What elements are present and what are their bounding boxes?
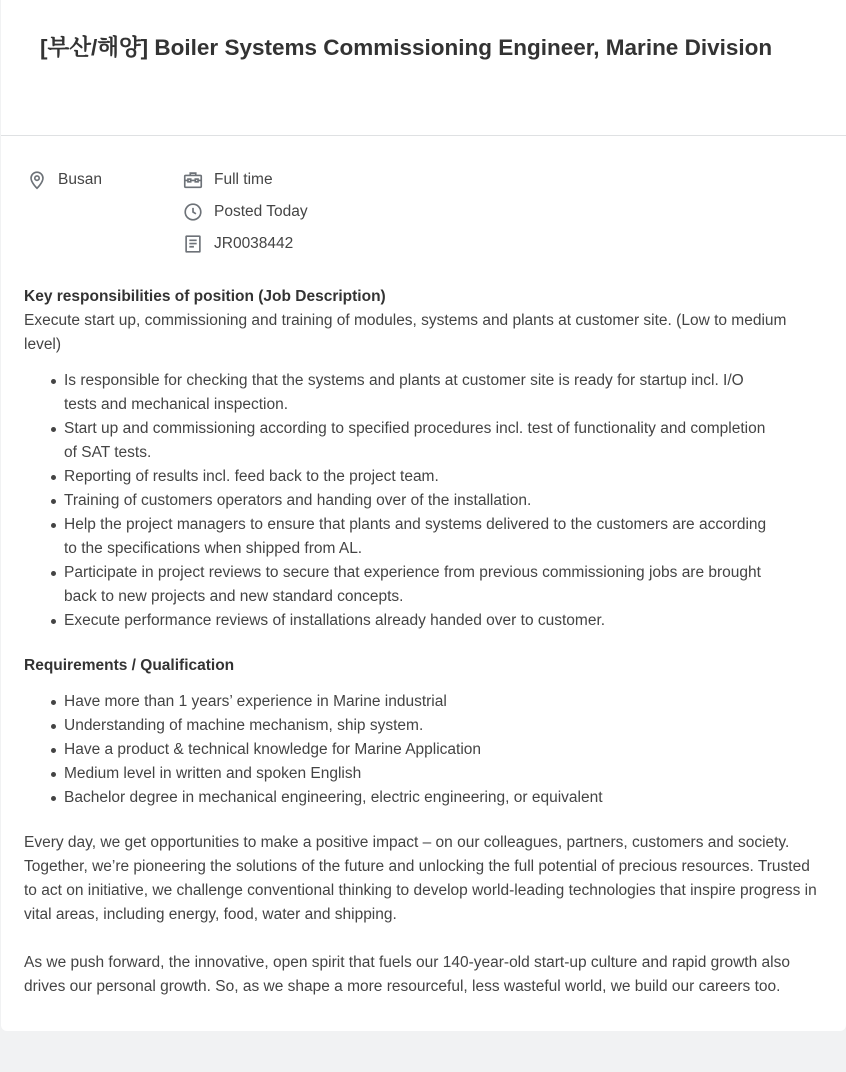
- list-item: Have more than 1 years’ experience in Marine industrial: [24, 690, 824, 714]
- job-location: [26, 168, 102, 192]
- responsibilities-list: [24, 369, 824, 633]
- job-requisition-id: [182, 232, 293, 256]
- job-meta: [1, 136, 846, 286]
- list-item: Start up and commissioning according to specified procedures incl. test of functionality and completion of SAT tests.: [24, 417, 824, 465]
- job-posted-text: Posted Today: [214, 203, 308, 220]
- list-item: Bachelor degree in mechanical engineering, electric engineering, or equivalent: [24, 786, 824, 810]
- company-paragraph-2: As we push forward, the innovative, open spirit that fuels our 140-year-old start-up culture and rapid growth also drives our personal growth. So, as we shape a more resourceful, less wasteful world, we build our careers too.: [24, 954, 790, 995]
- responsibilities-intro: Execute start up, commissioning and training of modules, systems and plants at customer site. (Low to medium level): [24, 312, 787, 353]
- clock-icon: [182, 201, 204, 223]
- job-location-text: Busan: [58, 171, 102, 188]
- job-header: [1, 0, 846, 136]
- job-posted: [182, 200, 308, 224]
- list-item: Is responsible for checking that the systems and plants at customer site is ready for startup incl. I/O tests and mechanical inspection.: [24, 369, 824, 417]
- briefcase-icon: [182, 169, 204, 191]
- document-icon: [182, 233, 204, 255]
- list-item: Medium level in written and spoken English: [24, 762, 824, 786]
- list-item: Understanding of machine mechanism, ship system.: [24, 714, 824, 738]
- job-title: [부산/해양] Boiler Systems Commissioning Engineer, Marine Division: [40, 35, 773, 60]
- job-requisition-id-text: JR0038442: [214, 235, 294, 252]
- job-posting-card: [1, 0, 846, 1031]
- job-description: [24, 285, 824, 999]
- company-paragraph-1: Every day, we get opportunities to make a positive impact – on our colleagues, partners, customers and society. Together, we’re pioneering the solutions of the future and unlocking the full potential of precious resources. Trusted to act on initiative, we challenge conventional thinking to develop world-leading technologies that inspire progress in vital areas, including energy, food, water and shipping.: [24, 834, 817, 923]
- list-item: Execute performance reviews of installations already handed over to customer.: [24, 609, 824, 633]
- list-item: Participate in project reviews to secure that experience from previous commissioning jobs are brought back to new projects and new standard concepts.: [24, 561, 824, 609]
- responsibilities-heading: Key responsibilities of position (Job Description): [24, 288, 386, 305]
- requirements-list: [24, 690, 824, 810]
- location-pin-icon: [26, 169, 48, 191]
- job-time-type: [182, 168, 273, 192]
- list-item: Training of customers operators and handing over of the installation.: [24, 489, 824, 513]
- requirements-heading: Requirements / Qualification: [24, 657, 235, 674]
- job-time-type-text: Full time: [214, 171, 273, 188]
- list-item: Reporting of results incl. feed back to the project team.: [24, 465, 824, 489]
- list-item: Help the project managers to ensure that plants and systems delivered to the customers are according to the specifications when shipped from AL.: [24, 513, 824, 561]
- list-item: Have a product & technical knowledge for Marine Application: [24, 738, 824, 762]
